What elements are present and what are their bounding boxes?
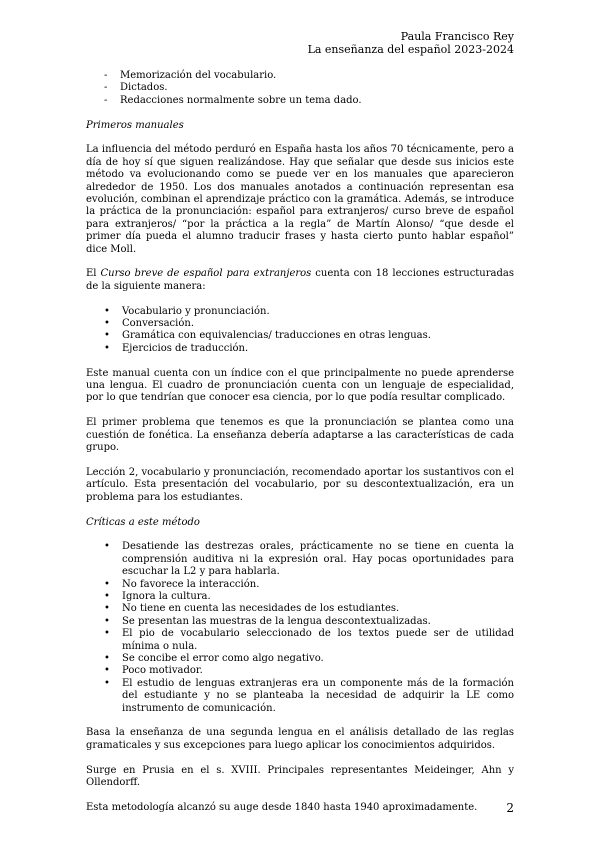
page-header: [308, 30, 514, 56]
page-number: 2: [506, 801, 514, 815]
book-title: Curso breve de español para extranjeros: [100, 268, 312, 280]
list-item: • Vocabulario y pronunciación.: [86, 306, 514, 318]
paragraph-suffix: cuenta con 18 lecciones estructuradas de la siguiente manera:: [86, 268, 514, 292]
paragraph: [86, 268, 514, 293]
list-item: • Gramática con equivalencias/ traducciones en otras lenguas.: [86, 330, 514, 342]
list-item: • El estudio de lenguas extranjeras era un componente más de la formación del estudiante y no se planteaba la necesidad de adquirir la LE como instrumento de comunicación.: [86, 678, 514, 715]
section-heading-primeros-manuales: Primeros manuales: [86, 119, 184, 131]
paragraph: Lección 2, vocabulario y pronunciación, recomendado aportar los sustantivos con el artículo. Esta presentación del vocabulario, por su descontextualización, era un problema para los estudiantes.: [86, 466, 514, 503]
paragraph: Este manual cuenta con un índice con el que principalmente no puede aprenderse una lengua. El cuadro de pronunciación cuenta con un lenguaje de especialidad, por lo que tendrían que conocer esa ciencia, por lo que podía resultar complicado.: [86, 367, 514, 404]
list-item: • Se concibe el error como algo negativo.: [86, 653, 514, 665]
list-item: • Conversación.: [86, 318, 514, 330]
paragraph-prefix: El: [86, 268, 101, 280]
list-item: • Desatiende las destrezas orales, prácticamente no se tiene en cuenta la comprensión auditiva ni la expresión oral. Hay pocas oportunidades para escuchar la L2 y para hablarla.: [86, 541, 514, 578]
list-item: • No tiene en cuenta las necesidades de los estudiantes.: [86, 603, 514, 615]
criticisms-bullet-list: [86, 541, 514, 715]
structure-bullet-list: [86, 306, 514, 356]
list-item: • Poco motivador.: [86, 665, 514, 677]
list-item: • No favorece la interacción.: [86, 579, 514, 591]
paragraph: Basa la enseñanza de una segunda lengua en el análisis detallado de las reglas gramaticales y sus excepciones para luego aplicar los conocimientos adquiridos.: [86, 727, 514, 751]
section-heading-criticas: Críticas a este método: [86, 516, 200, 528]
paragraph: Esta metodología alcanzó su auge desde 1840 hasta 1940 aproximadamente.: [86, 801, 478, 813]
intro-dash-list: [86, 70, 514, 107]
list-item: • Se presentan las muestras de la lengua descontextualizadas.: [86, 616, 514, 628]
header-course: La enseñanza del español 2023-2024: [307, 43, 514, 56]
list-item: - Memorización del vocabulario.: [86, 70, 514, 82]
page-content: [86, 70, 514, 827]
list-item: • Ejercicios de traducción.: [86, 343, 514, 355]
list-item: • El pio de vocabulario seleccionado de los textos puede ser de utilidad mínima o nula.: [86, 628, 514, 653]
header-author: Paula Francisco Rey: [400, 30, 514, 43]
paragraph: El primer problema que tenemos es que la pronunciación se plantea como una cuestión de fonética. La enseñanza debería adaptarse a las características de cada grupo.: [86, 417, 514, 454]
paragraph: Surge en Prusia en el s. XVIII. Principales representantes Meideinger, Ahn y Ollendorff.: [86, 764, 514, 788]
list-item: - Redacciones normalmente sobre un tema dado.: [86, 95, 514, 107]
list-item: • Ignora la cultura.: [86, 591, 514, 603]
paragraph: La influencia del método perduró en España hasta los años 70 técnicamente, pero a día de hoy sí que siguen realizándose. Hay que señalar que desde sus inicios este método va evolucionando como se puede ver en los manuales que aparecieron alrededor de 1950. Los dos manuales anotados a continuación representan esa evolución, combinan el aprendizaje práctico con la gramática. Además, se introduce la práctica de la pronunciación: español para extranjeros/ curso breve de español para extranjeros/ “por la práctica a la regla” de Martín Alonso/ “que desde el primer día pueda el alumno traducir frases y hasta cierto punto hablar español” dice Moll.: [86, 144, 514, 255]
list-item: - Dictados.: [86, 82, 514, 94]
